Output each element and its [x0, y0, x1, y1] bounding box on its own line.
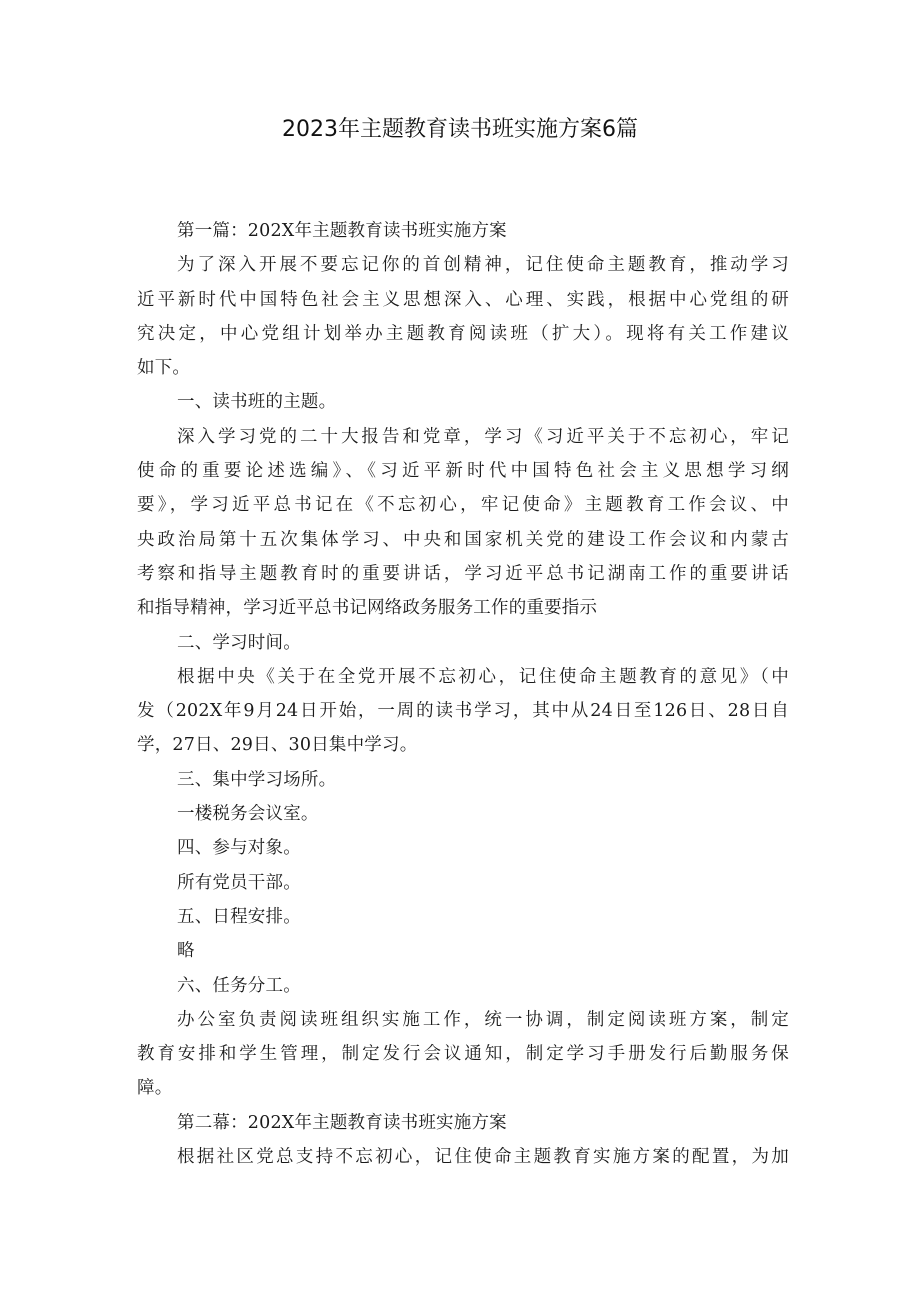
paragraph-line: 发（202X年9月24日开始，一周的读书学习，其中从24日至126日、28日自	[137, 701, 789, 722]
paragraph-line: 第一篇：202X年主题教育读书班实施方案	[177, 221, 507, 241]
paragraph-line: 略	[177, 941, 195, 962]
document-body	[137, 214, 789, 1174]
paragraph-line: 六、任务分工。	[177, 975, 301, 996]
paragraph-line: 办公室负责阅读班组织实施工作，统一协调，制定阅读班方案，制定	[177, 1009, 789, 1030]
paragraph-line: 第二幕：202X年主题教育读书班实施方案	[177, 1112, 507, 1133]
paragraph-line: 障。	[137, 1078, 173, 1099]
document-title: 2023年主题教育读书班实施方案6篇	[282, 117, 638, 142]
paragraph-line: 教育安排和学生管理，制定发行会议通知，制定学习手册发行后勤服务保	[137, 1044, 789, 1065]
paragraph-line: 使命的重要论述选编》、《习近平新时代中国特色社会主义思想学习纲	[137, 461, 789, 482]
paragraph-line: 央政治局第十五次集体学习、中央和国家机关党的建设工作会议和内蒙古	[137, 529, 789, 550]
paragraph-line: 考察和指导主题教育时的重要讲话，学习近平总书记湖南工作的重要讲话	[137, 563, 789, 584]
paragraph-line: 学，27日、29日、30日集中学习。	[137, 735, 418, 756]
paragraph-line: 如下。	[137, 358, 191, 379]
paragraph-line: 一、读书班的主题。	[177, 392, 337, 413]
paragraph-line: 近平新时代中国特色社会主义思想深入、心理、实践，根据中心党组的研	[137, 289, 789, 310]
paragraph-line: 为了深入开展不要忘记你的首创精神，记住使命主题教育，推动学习	[177, 255, 789, 276]
paragraph-line: 深入学习党的二十大报告和党章，学习《习近平关于不忘初心，牢记	[177, 426, 789, 447]
paragraph-line: 要》，学习近平总书记在《不忘初心，牢记使命》主题教育工作会议、中	[137, 495, 789, 516]
paragraph-line: 一楼税务会议室。	[177, 804, 319, 825]
paragraph-line: 五、日程安排。	[177, 906, 301, 927]
paragraph-line: 和指导精神，学习近平总书记网络政务服务工作的重要指示	[137, 598, 598, 619]
paragraph-line: 根据中央《关于在全党开展不忘初心，记住使命主题教育的意见》（中	[177, 666, 789, 687]
paragraph-line: 究决定，中心党组计划举办主题教育阅读班（扩大）。现将有关工作建议	[137, 323, 789, 344]
paragraph-line: 三、集中学习场所。	[177, 769, 337, 790]
paragraph-line: 二、学习时间。	[177, 632, 301, 653]
paragraph-line: 所有党员干部。	[177, 872, 301, 893]
paragraph-line: 根据社区党总支持不忘初心，记住使命主题教育实施方案的配置，为加	[177, 1147, 789, 1168]
paragraph-line: 四、参与对象。	[177, 838, 301, 859]
